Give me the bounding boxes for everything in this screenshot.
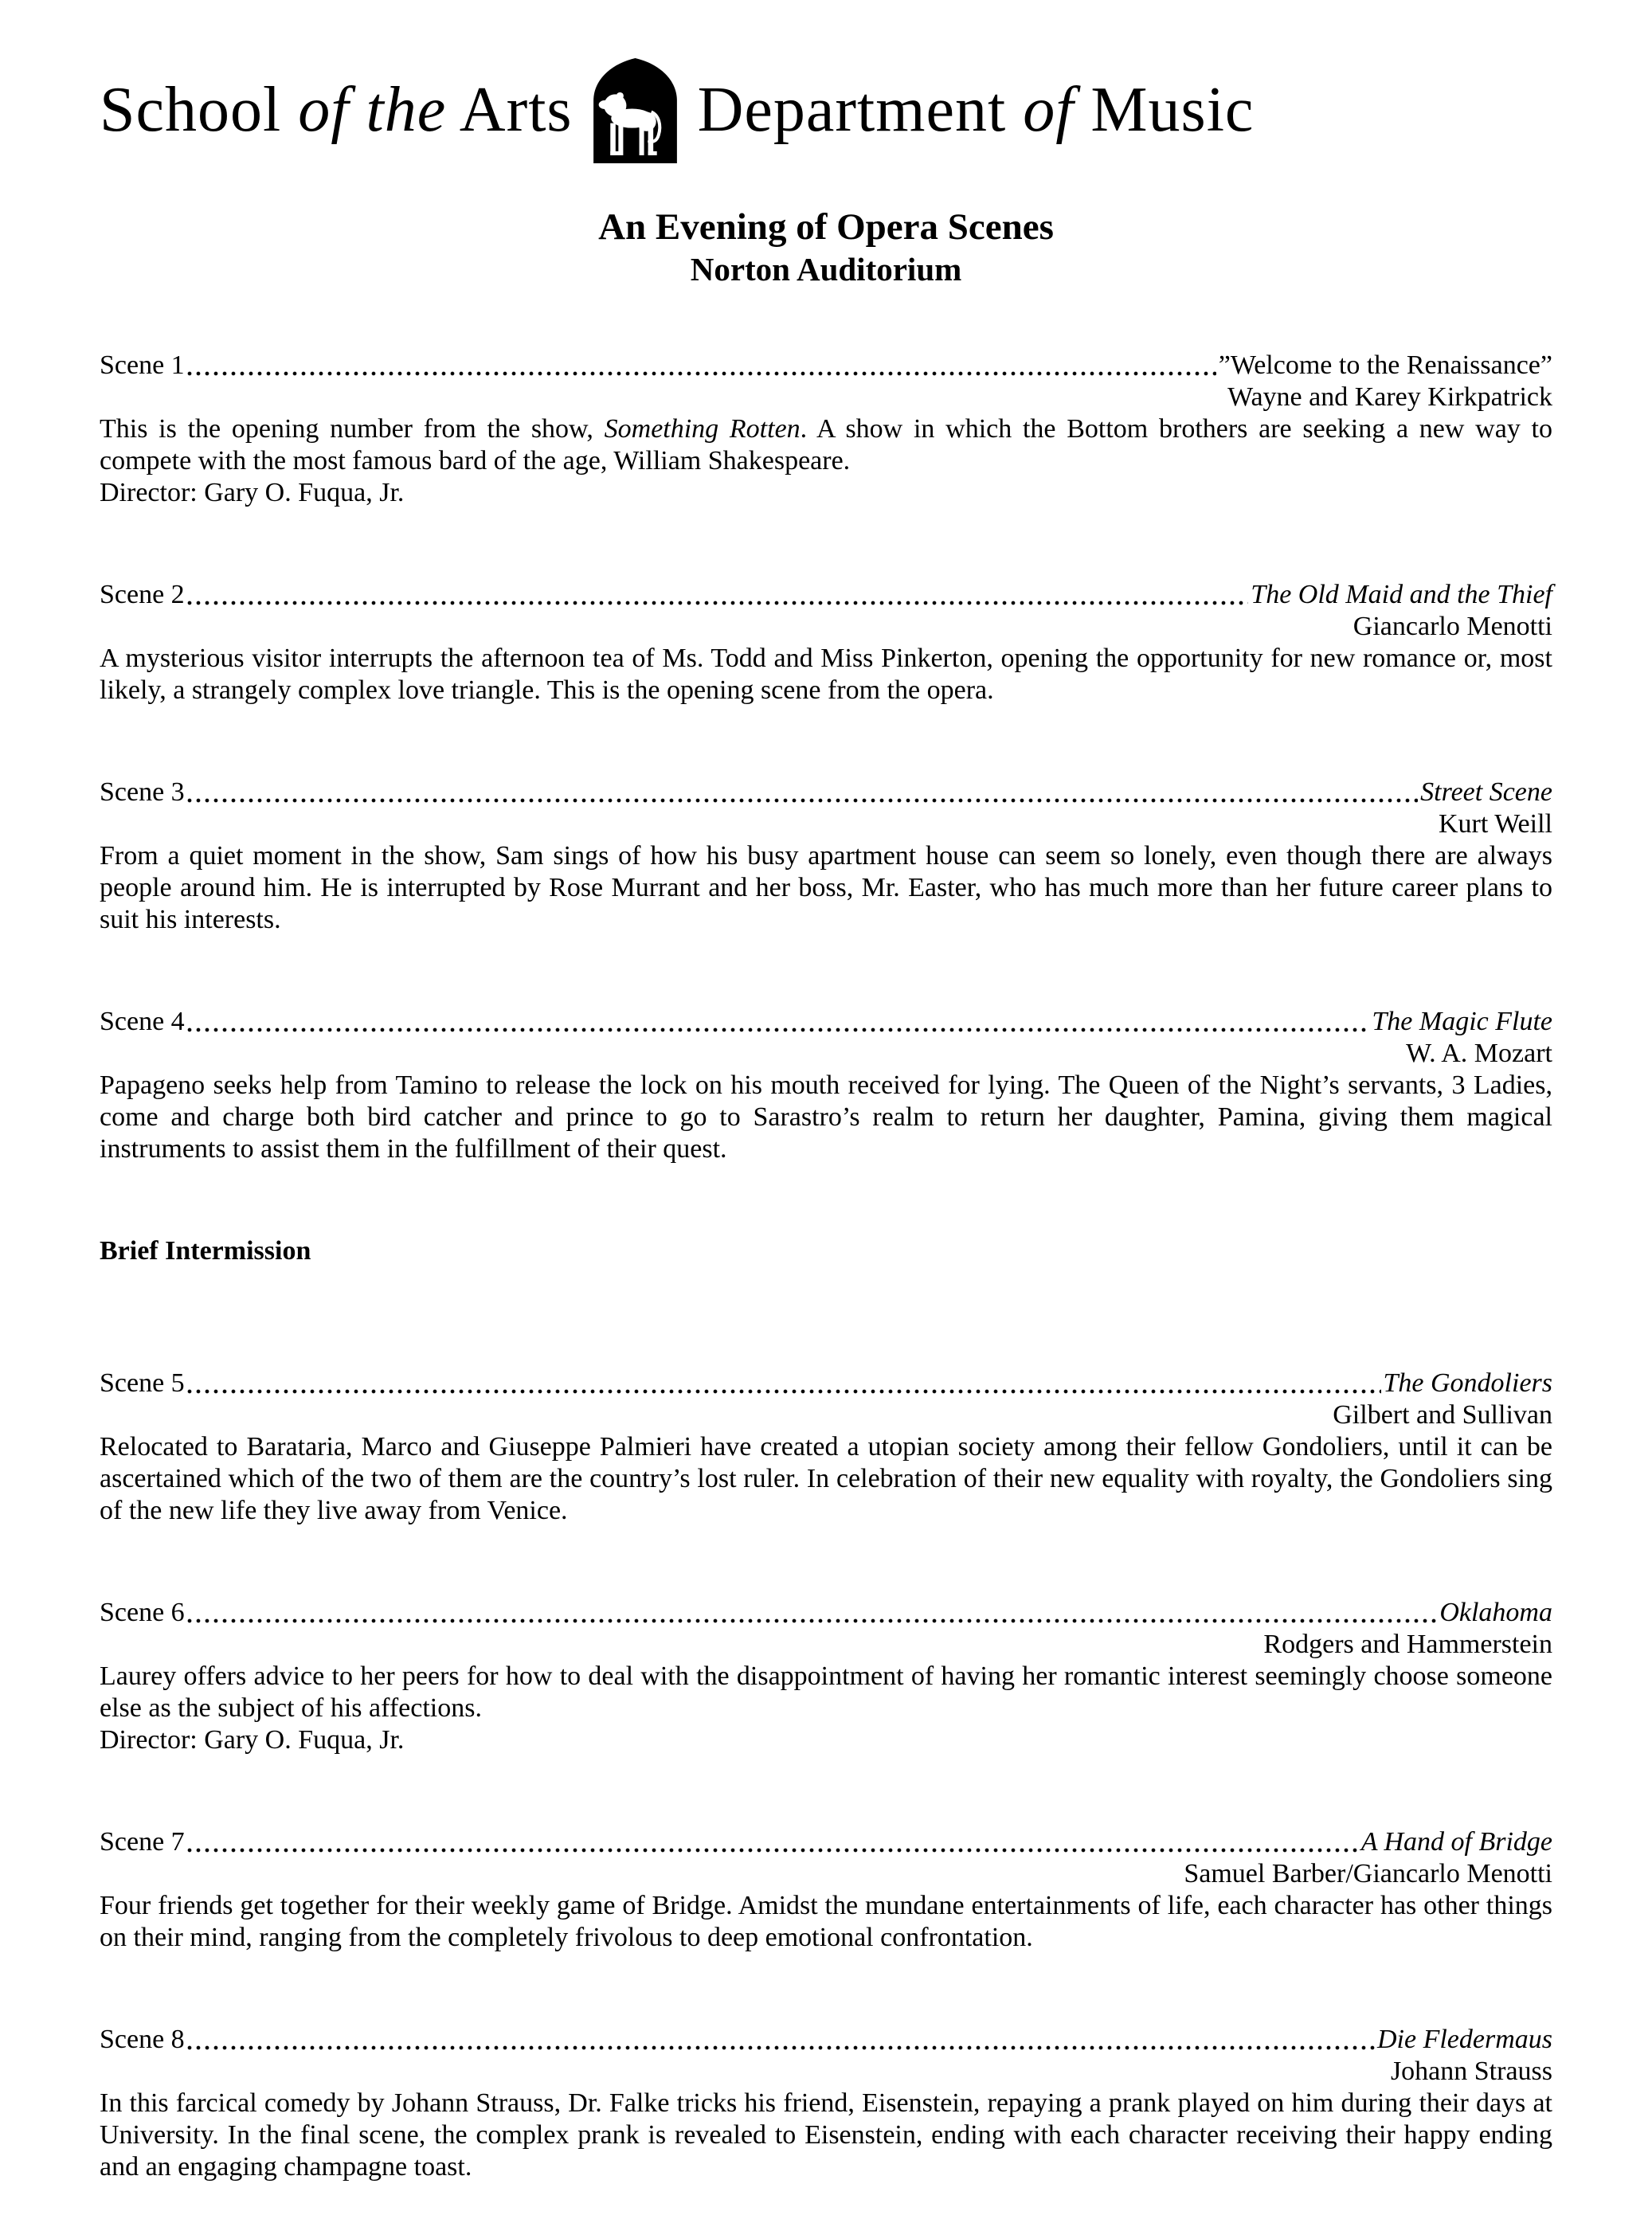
dot-leader (187, 1848, 1359, 1853)
composer: Johann Strauss (1390, 2057, 1552, 2086)
scene-label: Scene 2 (100, 580, 185, 609)
school-name: School of the Arts (100, 74, 573, 145)
scene-title: Street Scene (1420, 777, 1552, 807)
scene-description: In this farcical comedy by Johann Strauss, Dr. Falke tricks his friend, Eisenstein, repaying a prank played on him during their days at University. In the final scene, the complex prank is revealed to Eisenstein, ending with each character receiving their happy ending and an engaging champagne toast. (100, 2088, 1552, 2182)
intermission-heading: Brief Intermission (100, 1236, 311, 1266)
scene-line (100, 2024, 1552, 2056)
scene-description: This is the opening number from the show, Something Rotten. A show in which the Bottom brothers are seeking a new way to compete with the most famous bard of the age, William Shakespeare. (100, 414, 1552, 475)
lion-arch-logo-icon (593, 56, 677, 163)
scene-title: A Hand of Bridge (1360, 1827, 1552, 1857)
scene-line (100, 1826, 1552, 1858)
scene-label: Scene 3 (100, 777, 185, 807)
composer: Giancarlo Menotti (1353, 612, 1552, 641)
composer: W. A. Mozart (1406, 1039, 1552, 1068)
scene-description: Laurey offers advice to her peers for how to deal with the disappointment of having her romantic interest seemingly choose someone else as the subject of his affections. (100, 1661, 1552, 1723)
title-block (100, 205, 1552, 289)
dot-leader (187, 371, 1216, 376)
scene-block-4 (100, 1006, 1552, 1165)
scene-block-1 (100, 350, 1552, 509)
director-credit: Director: Gary O. Fuqua, Jr. (100, 1725, 405, 1755)
dot-leader (187, 1618, 1438, 1623)
dot-leader (187, 601, 1249, 605)
scene-title: The Gondoliers (1383, 1368, 1552, 1398)
scene-title: ”Welcome to the Renaissance” (1218, 350, 1552, 380)
scene-line (100, 579, 1552, 611)
program-body (100, 350, 1552, 2183)
scene-description: Papageno seeks help from Tamino to release the lock on his mouth received for lying. The Queen of the Night’s servants, 3 Ladies, come and charge both bird catcher and prince to go to Sarastro’s realm to return her daughter, Pamina, giving them magical instruments to assist them in the fulfillment of their quest. (100, 1070, 1552, 1164)
scene-label: Scene 1 (100, 350, 185, 380)
scene-block-7 (100, 1826, 1552, 1954)
scene-block-2 (100, 579, 1552, 706)
composer: Kurt Weill (1438, 809, 1552, 839)
scene-description: Relocated to Barataria, Marco and Giuseppe Palmieri have created a utopian society among their fellow Gondoliers, until it can be ascertained which of the two of them are the country’s lost ruler. In celebration of their new equality with royalty, the Gondoliers sing of the new life they live away from Venice. (100, 1432, 1552, 1525)
scene-title: The Old Maid and the Thief (1251, 580, 1552, 609)
scene-line (100, 350, 1552, 382)
scene-block-6 (100, 1597, 1552, 1756)
scene-title: Oklahoma (1439, 1598, 1552, 1627)
composer: Rodgers and Hammerstein (1263, 1630, 1552, 1659)
scene-label: Scene 4 (100, 1007, 185, 1036)
scene-line (100, 1006, 1552, 1038)
scene-title: The Magic Flute (1372, 1007, 1552, 1036)
header (100, 56, 1552, 163)
scene-description: A mysterious visitor interrupts the afternoon tea of Ms. Todd and Miss Pinkerton, opening the opportunity for new romance or, most likely, a strangely complex love triangle. This is the opening scene from the opera. (100, 644, 1552, 705)
scene-line (100, 1368, 1552, 1399)
scene-line (100, 1597, 1552, 1629)
scene-description: From a quiet moment in the show, Sam sings of how his busy apartment house can seem so lonely, even though there are always people around him. He is interrupted by Rose Murrant and her boss, Mr. Easter, who has much more than her future career plans to suit his interests. (100, 841, 1552, 934)
department-name: Department of Music (697, 74, 1255, 145)
scene-label: Scene 8 (100, 2025, 185, 2054)
dot-leader (187, 798, 1418, 803)
scene-title: Die Fledermaus (1376, 2025, 1552, 2054)
scene-block-8 (100, 2024, 1552, 2183)
composer: Wayne and Karey Kirkpatrick (1227, 382, 1552, 412)
dot-leader (187, 1027, 1370, 1032)
scene-line (100, 777, 1552, 808)
scene-description: Four friends get together for their weekly game of Bridge. Amidst the mundane entertainments of life, each character has other things on their mind, ranging from the completely frivolous to deep emotional confrontation. (100, 1891, 1552, 1952)
venue: Norton Auditorium (690, 251, 962, 288)
composer: Samuel Barber/Giancarlo Menotti (1184, 1859, 1552, 1888)
scene-label: Scene 6 (100, 1598, 185, 1627)
dot-leader (187, 2045, 1375, 2050)
composer: Gilbert and Sullivan (1333, 1400, 1552, 1430)
director-credit: Director: Gary O. Fuqua, Jr. (100, 478, 405, 507)
scene-label: Scene 7 (100, 1827, 185, 1857)
scene-label: Scene 5 (100, 1368, 185, 1398)
event-title: An Evening of Opera Scenes (598, 206, 1054, 248)
dot-leader (187, 1389, 1381, 1394)
scene-block-5 (100, 1368, 1552, 1527)
scene-block-3 (100, 777, 1552, 936)
